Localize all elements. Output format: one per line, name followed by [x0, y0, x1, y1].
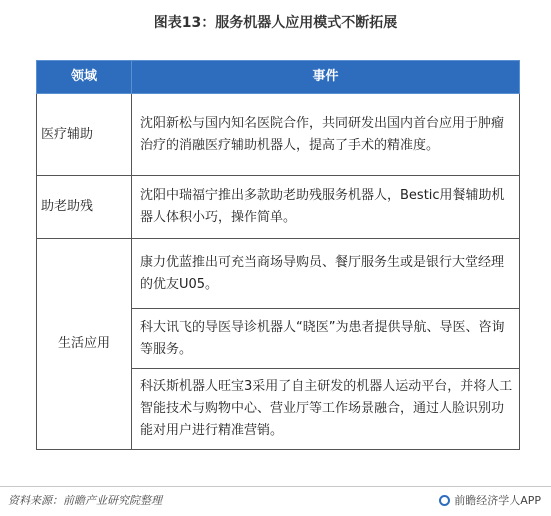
chart-title: 图表13：服务机器人应用模式不断拓展 [153, 15, 398, 31]
brand-logo-icon [439, 495, 450, 506]
table-header-row [37, 61, 520, 94]
source-note: 资料来源：前瞻产业研究院整理 [8, 494, 162, 507]
application-table [36, 60, 520, 450]
event-cell: 科大讯飞的导医导诊机器人“晓医”为患者提供导航、导医、咨询等服务。 [132, 309, 520, 369]
event-cell: 沈阳中瑞福宁推出多款助老助残服务机器人，Bestic用餐辅助机器人体积小巧，操作简单。 [132, 176, 520, 239]
event-cell: 沈阳新松与国内知名医院合作，共同研发出国内首台应用于肿瘤治疗的消融医疗辅助机器人，提高了手术的精准度。 [132, 94, 520, 176]
domain-cell-elderly: 助老助残 [37, 176, 132, 239]
event-cell: 康力优蓝推出可充当商场导购员、餐厅服务生或是银行大堂经理的优友U05。 [132, 239, 520, 309]
table-row [37, 239, 520, 309]
table-row [37, 94, 520, 176]
event-cell: 科沃斯机器人旺宝3采用了自主研发的机器人运动平台，并将人工智能技术与购物中心、营业厅等工作场景融合，通过人脸识别功能对用户进行精准营销。 [132, 369, 520, 450]
table-row [37, 176, 520, 239]
header-domain: 领域 [37, 61, 132, 94]
brand [439, 492, 541, 508]
brand-label: 前瞻经济学人APP [454, 494, 541, 507]
footer [0, 486, 551, 507]
domain-cell-life: 生活应用 [37, 239, 132, 450]
domain-cell-medical: 医疗辅助 [37, 94, 132, 176]
header-event: 事件 [132, 61, 520, 94]
